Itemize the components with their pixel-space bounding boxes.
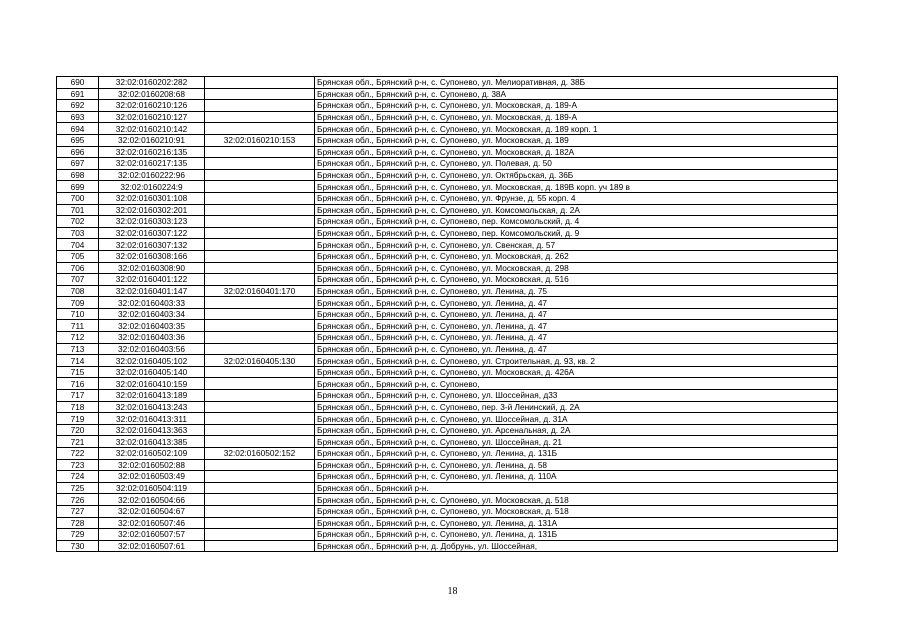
row-number-cell: 713 — [57, 343, 99, 355]
cadastral-number-cell: 32:02:0160222:96 — [99, 169, 205, 181]
table-row — [57, 540, 838, 552]
address-cell: Брянская обл., Брянский р-н, с. Супонево, ул. Полевая, д. 50 — [315, 158, 838, 170]
row-number-cell: 699 — [57, 181, 99, 193]
address-cell: Брянская обл., Брянский р-н, с. Супонево, ул. Ленина, д. 58 — [315, 459, 838, 471]
row-number-cell: 698 — [57, 169, 99, 181]
table-row — [57, 308, 838, 320]
address-cell: Брянская обл., Брянский р-н, с. Супонево, пер. 3-й Ленинский, д. 2А — [315, 401, 838, 413]
related-cadastral-number-cell — [205, 505, 315, 517]
related-cadastral-number-cell: 32:02:0160405:130 — [205, 355, 315, 367]
related-cadastral-number-cell — [205, 77, 315, 89]
related-cadastral-number-cell — [205, 100, 315, 112]
table-row — [57, 297, 838, 309]
table-row — [57, 158, 838, 170]
registry-table-body — [57, 77, 838, 552]
table-row — [57, 204, 838, 216]
row-number-cell: 709 — [57, 297, 99, 309]
table-row — [57, 366, 838, 378]
address-cell: Брянская обл., Брянский р-н, с. Супонево, ул. Ленина, д. 47 — [315, 343, 838, 355]
row-number-cell: 702 — [57, 216, 99, 228]
address-cell: Брянская обл., Брянский р-н, с. Супонево, ул. Шоссейная, д33 — [315, 390, 838, 402]
table-row — [57, 413, 838, 425]
row-number-cell: 692 — [57, 100, 99, 112]
cadastral-number-cell: 32:02:0160401:147 — [99, 285, 205, 297]
cadastral-number-cell: 32:02:0160210:126 — [99, 100, 205, 112]
related-cadastral-number-cell — [205, 308, 315, 320]
cadastral-number-cell: 32:02:0160224:9 — [99, 181, 205, 193]
related-cadastral-number-cell — [205, 390, 315, 402]
row-number-cell: 701 — [57, 204, 99, 216]
related-cadastral-number-cell — [205, 343, 315, 355]
cadastral-number-cell: 32:02:0160413:385 — [99, 436, 205, 448]
table-row — [57, 494, 838, 506]
address-cell: Брянская обл., Брянский р-н, с. Супонево, ул. Фрунзе, д. 55 корп. 4 — [315, 192, 838, 204]
related-cadastral-number-cell — [205, 494, 315, 506]
row-number-cell: 703 — [57, 227, 99, 239]
cadastral-number-cell: 32:02:0160405:102 — [99, 355, 205, 367]
table-row — [57, 88, 838, 100]
address-cell: Брянская обл., Брянский р-н, с. Супонево, ул. Арсенальная, д. 2А — [315, 424, 838, 436]
row-number-cell: 718 — [57, 401, 99, 413]
related-cadastral-number-cell — [205, 192, 315, 204]
row-number-cell: 710 — [57, 308, 99, 320]
cadastral-number-cell: 32:02:0160504:67 — [99, 505, 205, 517]
related-cadastral-number-cell — [205, 401, 315, 413]
cadastral-number-cell: 32:02:0160405:140 — [99, 366, 205, 378]
table-row — [57, 332, 838, 344]
related-cadastral-number-cell — [205, 436, 315, 448]
table-row — [57, 436, 838, 448]
cadastral-number-cell: 32:02:0160413:363 — [99, 424, 205, 436]
related-cadastral-number-cell — [205, 378, 315, 390]
row-number-cell: 714 — [57, 355, 99, 367]
cadastral-number-cell: 32:02:0160410:159 — [99, 378, 205, 390]
address-cell: Брянская обл., Брянский р-н, с. Супонево, ул. Ленина, д. 47 — [315, 320, 838, 332]
row-number-cell: 727 — [57, 505, 99, 517]
cadastral-number-cell: 32:02:0160507:46 — [99, 517, 205, 529]
row-number-cell: 730 — [57, 540, 99, 552]
cadastral-number-cell: 32:02:0160403:36 — [99, 332, 205, 344]
cadastral-number-cell: 32:02:0160413:189 — [99, 390, 205, 402]
related-cadastral-number-cell — [205, 262, 315, 274]
related-cadastral-number-cell — [205, 459, 315, 471]
table-row — [57, 250, 838, 262]
related-cadastral-number-cell — [205, 158, 315, 170]
table-row — [57, 274, 838, 286]
page-number: 18 — [447, 586, 458, 597]
row-number-cell: 693 — [57, 111, 99, 123]
row-number-cell: 725 — [57, 482, 99, 494]
table-row — [57, 169, 838, 181]
row-number-cell: 728 — [57, 517, 99, 529]
row-number-cell: 704 — [57, 239, 99, 251]
cadastral-number-cell: 32:02:0160301:108 — [99, 192, 205, 204]
related-cadastral-number-cell — [205, 517, 315, 529]
related-cadastral-number-cell — [205, 250, 315, 262]
table-row — [57, 239, 838, 251]
address-cell: Брянская обл., Брянский р-н, с. Супонево, ул. Ленина, д. 131А — [315, 517, 838, 529]
row-number-cell: 722 — [57, 448, 99, 460]
related-cadastral-number-cell — [205, 540, 315, 552]
address-cell: Брянская обл., Брянский р-н, с. Супонево, ул. Ленина, д. 47 — [315, 308, 838, 320]
cadastral-number-cell: 32:02:0160507:61 — [99, 540, 205, 552]
address-cell: Брянская обл., Брянский р-н, с. Супонево, ул. Шоссейная, д. 21 — [315, 436, 838, 448]
address-cell: Брянская обл., Брянский р-н, с. Супонево, ул. Московская, д. 189-А — [315, 100, 838, 112]
table-row — [57, 424, 838, 436]
table-row — [57, 77, 838, 89]
row-number-cell: 726 — [57, 494, 99, 506]
row-number-cell: 697 — [57, 158, 99, 170]
address-cell: Брянская обл., Брянский р-н, с. Супонево, ул. Московская, д. 298 — [315, 262, 838, 274]
cadastral-number-cell: 32:02:0160504:66 — [99, 494, 205, 506]
table-row — [57, 471, 838, 483]
address-cell: Брянская обл., Брянский р-н, с. Супонево, ул. Строительная, д. 93, кв. 2 — [315, 355, 838, 367]
related-cadastral-number-cell: 32:02:0160401:170 — [205, 285, 315, 297]
address-cell: Брянская обл., Брянский р-н, с. Супонево, ул. Московская, д. 262 — [315, 250, 838, 262]
cadastral-number-cell: 32:02:0160503:49 — [99, 471, 205, 483]
table-row — [57, 262, 838, 274]
address-cell: Брянская обл., Брянский р-н, с. Супонево, ул. Шоссейная, д. 31А — [315, 413, 838, 425]
row-number-cell: 716 — [57, 378, 99, 390]
cadastral-number-cell: 32:02:0160502:109 — [99, 448, 205, 460]
related-cadastral-number-cell — [205, 471, 315, 483]
table-row — [57, 459, 838, 471]
table-row — [57, 401, 838, 413]
related-cadastral-number-cell — [205, 216, 315, 228]
table-row — [57, 123, 838, 135]
cadastral-number-cell: 32:02:0160401:122 — [99, 274, 205, 286]
row-number-cell: 708 — [57, 285, 99, 297]
table-row — [57, 505, 838, 517]
related-cadastral-number-cell — [205, 482, 315, 494]
cadastral-number-cell: 32:02:0160210:142 — [99, 123, 205, 135]
address-cell: Брянская обл., Брянский р-н, с. Супонево, ул. Октябрьская, д. 36Б — [315, 169, 838, 181]
table-row — [57, 482, 838, 494]
cadastral-number-cell: 32:02:0160413:243 — [99, 401, 205, 413]
address-cell: Брянская обл., Брянский р-н, с. Супонево, ул. Свенская, д. 57 — [315, 239, 838, 251]
cadastral-number-cell: 32:02:0160210:91 — [99, 134, 205, 146]
related-cadastral-number-cell — [205, 424, 315, 436]
cadastral-number-cell: 32:02:0160307:122 — [99, 227, 205, 239]
table-row — [57, 529, 838, 541]
row-number-cell: 715 — [57, 366, 99, 378]
row-number-cell: 690 — [57, 77, 99, 89]
cadastral-number-cell: 32:02:0160308:90 — [99, 262, 205, 274]
row-number-cell: 696 — [57, 146, 99, 158]
table-row — [57, 343, 838, 355]
address-cell: Брянская обл., Брянский р-н, д. Добрунь, ул. Шоссейная, — [315, 540, 838, 552]
row-number-cell: 691 — [57, 88, 99, 100]
cadastral-number-cell: 32:02:0160210:127 — [99, 111, 205, 123]
related-cadastral-number-cell — [205, 297, 315, 309]
address-cell: Брянская обл., Брянский р-н, с. Супонево, ул. Ленина, д. 47 — [315, 332, 838, 344]
table-row — [57, 100, 838, 112]
table-row — [57, 285, 838, 297]
registry-table — [56, 76, 838, 552]
related-cadastral-number-cell — [205, 239, 315, 251]
table-row — [57, 134, 838, 146]
address-cell: Брянская обл., Брянский р-н, с. Супонево, ул. Московская, д. 516 — [315, 274, 838, 286]
related-cadastral-number-cell — [205, 204, 315, 216]
table-row — [57, 448, 838, 460]
address-cell: Брянская обл., Брянский р-н, с. Супонево, ул. Московская, д. 518 — [315, 494, 838, 506]
related-cadastral-number-cell — [205, 227, 315, 239]
cadastral-number-cell: 32:02:0160307:132 — [99, 239, 205, 251]
cadastral-number-cell: 32:02:0160216:135 — [99, 146, 205, 158]
row-number-cell: 707 — [57, 274, 99, 286]
related-cadastral-number-cell — [205, 529, 315, 541]
address-cell: Брянская обл., Брянский р-н, с. Супонево, ул. Комсомольская, д. 2А — [315, 204, 838, 216]
related-cadastral-number-cell: 32:02:0160210:153 — [205, 134, 315, 146]
table-row — [57, 192, 838, 204]
related-cadastral-number-cell — [205, 123, 315, 135]
cadastral-number-cell: 32:02:0160507:57 — [99, 529, 205, 541]
table-row — [57, 146, 838, 158]
cadastral-number-cell: 32:02:0160403:33 — [99, 297, 205, 309]
related-cadastral-number-cell — [205, 320, 315, 332]
table-row — [57, 378, 838, 390]
row-number-cell: 721 — [57, 436, 99, 448]
related-cadastral-number-cell — [205, 332, 315, 344]
table-row — [57, 390, 838, 402]
cadastral-number-cell: 32:02:0160403:35 — [99, 320, 205, 332]
table-row — [57, 227, 838, 239]
row-number-cell: 706 — [57, 262, 99, 274]
cadastral-number-cell: 32:02:0160208:68 — [99, 88, 205, 100]
address-cell: Брянская обл., Брянский р-н, с. Супонево, д. 38А — [315, 88, 838, 100]
row-number-cell: 729 — [57, 529, 99, 541]
address-cell: Брянская обл., Брянский р-н, с. Супонево, пер. Комсомольский, д. 9 — [315, 227, 838, 239]
row-number-cell: 711 — [57, 320, 99, 332]
address-cell: Брянская обл., Брянский р-н, с. Супонево, ул. Московская, д. 518 — [315, 505, 838, 517]
table-row — [57, 320, 838, 332]
address-cell: Брянская обл., Брянский р-н, с. Супонево, ул. Московская, д. 182А — [315, 146, 838, 158]
cadastral-number-cell: 32:02:0160202:282 — [99, 77, 205, 89]
address-cell: Брянская обл., Брянский р-н, с. Супонево, ул. Ленина, д. 131Б — [315, 448, 838, 460]
related-cadastral-number-cell — [205, 181, 315, 193]
related-cadastral-number-cell — [205, 413, 315, 425]
cadastral-number-cell: 32:02:0160504:119 — [99, 482, 205, 494]
address-cell: Брянская обл., Брянский р-н, с. Супонево, ул. Ленина, д. 75 — [315, 285, 838, 297]
address-cell: Брянская обл., Брянский р-н, с. Супонево, ул. Ленина, д. 47 — [315, 297, 838, 309]
address-cell: Брянская обл., Брянский р-н, с. Супонево, пер. Комсомольский, д. 4 — [315, 216, 838, 228]
cadastral-number-cell: 32:02:0160308:166 — [99, 250, 205, 262]
table-row — [57, 216, 838, 228]
row-number-cell: 724 — [57, 471, 99, 483]
cadastral-number-cell: 32:02:0160502:88 — [99, 459, 205, 471]
row-number-cell: 723 — [57, 459, 99, 471]
row-number-cell: 712 — [57, 332, 99, 344]
address-cell: Брянская обл., Брянский р-н, с. Супонево, ул. Московская, д. 189 — [315, 134, 838, 146]
row-number-cell: 695 — [57, 134, 99, 146]
row-number-cell: 705 — [57, 250, 99, 262]
row-number-cell: 720 — [57, 424, 99, 436]
cadastral-number-cell: 32:02:0160403:56 — [99, 343, 205, 355]
related-cadastral-number-cell — [205, 111, 315, 123]
row-number-cell: 717 — [57, 390, 99, 402]
cadastral-number-cell: 32:02:0160302:201 — [99, 204, 205, 216]
address-cell: Брянская обл., Брянский р-н, с. Супонево, ул. Ленина, д. 131Б — [315, 529, 838, 541]
address-cell: Брянская обл., Брянский р-н, с. Супонево, ул. Ленина, д. 110А — [315, 471, 838, 483]
address-cell: Брянская обл., Брянский р-н, с. Супонево, — [315, 378, 838, 390]
related-cadastral-number-cell — [205, 366, 315, 378]
related-cadastral-number-cell — [205, 146, 315, 158]
row-number-cell: 694 — [57, 123, 99, 135]
cadastral-number-cell: 32:02:0160303:123 — [99, 216, 205, 228]
related-cadastral-number-cell — [205, 169, 315, 181]
related-cadastral-number-cell — [205, 274, 315, 286]
related-cadastral-number-cell — [205, 88, 315, 100]
related-cadastral-number-cell: 32:02:0160502:152 — [205, 448, 315, 460]
row-number-cell: 700 — [57, 192, 99, 204]
address-cell: Брянская обл., Брянский р-н, с. Супонево, ул. Московская, д. 426А — [315, 366, 838, 378]
cadastral-number-cell: 32:02:0160413:311 — [99, 413, 205, 425]
address-cell: Брянская обл., Брянский р-н, с. Супонево, ул. Мелиоративная, д. 38Б — [315, 77, 838, 89]
table-row — [57, 111, 838, 123]
address-cell: Брянская обл., Брянский р-н. — [315, 482, 838, 494]
address-cell: Брянская обл., Брянский р-н, с. Супонево, ул. Московская, д. 189 корп. 1 — [315, 123, 838, 135]
address-cell: Брянская обл., Брянский р-н, с. Супонево, ул. Московская, д. 189В корп. уч 189 в — [315, 181, 838, 193]
cadastral-number-cell: 32:02:0160217:135 — [99, 158, 205, 170]
table-row — [57, 517, 838, 529]
cadastral-number-cell: 32:02:0160403:34 — [99, 308, 205, 320]
table-row — [57, 355, 838, 367]
row-number-cell: 719 — [57, 413, 99, 425]
address-cell: Брянская обл., Брянский р-н, с. Супонево, ул. Московская, д. 189-А — [315, 111, 838, 123]
table-row — [57, 181, 838, 193]
